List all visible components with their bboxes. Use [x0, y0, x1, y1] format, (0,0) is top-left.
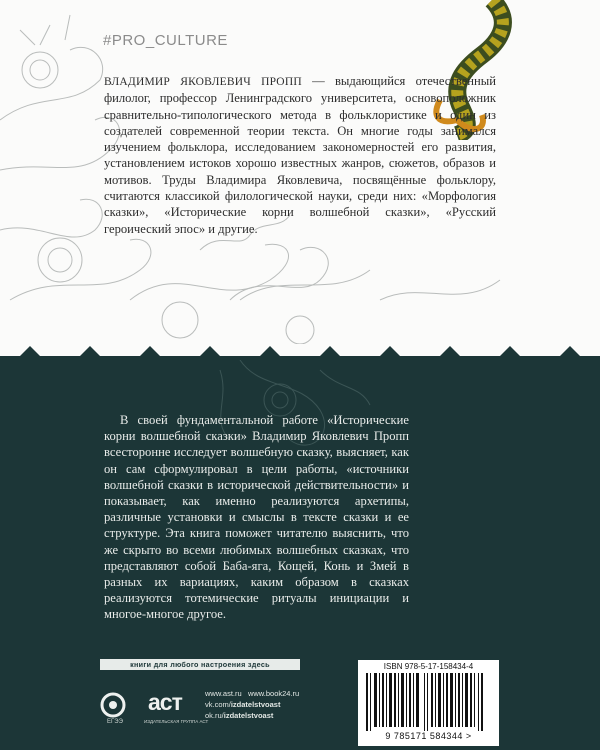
author-biography: [104, 73, 496, 237]
ast-logo-caption: ИЗДАТЕЛЬСКАЯ ГРУППА АСТ: [144, 719, 209, 724]
barcode-icon: [364, 673, 493, 731]
biography-text: — выдающийся отечественный филолог, профессор Ленинградского университета, основоположник сравнительно-типологического метода в фольклористике и один из создателей современной теории текста. Он многие годы занимался изучением фольклора, исследованием закономерностей его развития, установлением истоков хорошо известных жанров, сюжетов, образов и мотивов. Труды Владимира Яковлевича, посвящённые фольклору, считаются классикой филологической науки, среди них: «Морфология сказки», «Исторические корни волшебной сказки», «Русский героический эпос» и другие.: [104, 74, 496, 236]
series-tag: #PRO_CULTURE: [103, 32, 228, 49]
lower-panel: [0, 360, 600, 750]
isbn-label: ISBN 978-5-17-158434-4: [383, 662, 474, 671]
barcode-block: [358, 660, 499, 746]
publisher-links: [205, 688, 299, 721]
ast-logo: аст: [148, 689, 182, 715]
publisher-footer: [100, 659, 500, 749]
publisher-slogan: книги для любого настроения здесь: [100, 659, 300, 670]
barcode-digits: 9 785171 584344 >: [385, 731, 472, 741]
ok-link-prefix[interactable]: ok.ru/: [205, 711, 224, 720]
site-link-book24[interactable]: www.book24.ru: [247, 689, 300, 698]
ok-link-handle[interactable]: izdatelstvoast: [223, 711, 274, 720]
publisher-logo-caption: ЕГЭЭ: [107, 719, 123, 725]
site-link-ast[interactable]: www.ast.ru: [205, 689, 242, 698]
author-name: ВЛАДИМИР ЯКОВЛЕВИЧ ПРОПП: [104, 76, 302, 88]
book-description: В своей фундаментальной работе «Исторические корни волшебной сказки» Владимир Яковлевич Пропп всесторонне исследует волшебную сказку, выясняет, как он сам сформулировал в цели работы, «источники волшебной сказки в исторической действительности» и показывает, как именно реализуются архетипы, различные установки и смыслы в тексте сказки и ее структуре. Эта книга поможет читателю выяснить, что же скрыто во всеми любимых волшебных сказках, что представляют собой Баба-яга, Кощей, Конь и Змей в разных их вариациях, каким образом в сказках реализуются тотемические ритуалы инициации и многое-многое другое.: [104, 413, 409, 622]
vk-link-handle[interactable]: izdatelstvoast: [230, 700, 281, 709]
vk-link-prefix[interactable]: vk.com/: [205, 700, 231, 709]
publisher-logo-icon: [100, 692, 126, 718]
upper-panel: [0, 0, 600, 360]
